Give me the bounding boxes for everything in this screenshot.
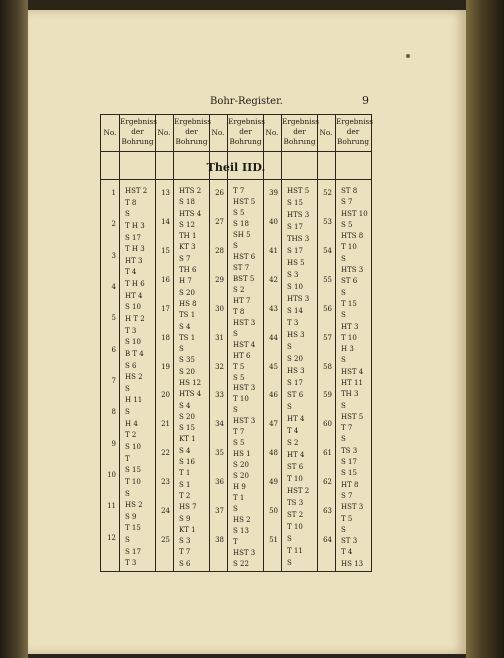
result-entry: HS 12 <box>179 379 202 387</box>
column-rule <box>335 115 336 571</box>
row-number: 36 <box>215 478 224 487</box>
result-entry: S <box>341 288 346 297</box>
result-entry: HS 3 <box>287 331 305 339</box>
register-table <box>100 114 372 572</box>
result-entry: S 22 <box>233 560 249 569</box>
ergebnis-header-4: Ergebniss der Bohrung <box>282 117 319 146</box>
result-entry: H 11 <box>125 396 143 405</box>
result-entry: S 18 <box>179 198 195 207</box>
result-entry: S 12 <box>179 220 195 229</box>
row-number: 58 <box>323 362 332 371</box>
section-title: Theil IID. <box>206 161 266 174</box>
result-entry: T 10 <box>341 243 357 252</box>
result-entry: HTS 3 <box>287 211 310 219</box>
result-entry: S 4 <box>179 322 191 331</box>
result-entry: HT 11 <box>341 379 363 387</box>
no-header-1: No. <box>103 128 117 137</box>
row-number: 56 <box>323 304 332 313</box>
result-entry: HS 7 <box>179 503 197 512</box>
row-number: 41 <box>269 246 278 255</box>
result-entry: S 15 <box>179 424 195 433</box>
result-entry: T 3 <box>125 326 137 335</box>
result-entry: S <box>125 489 130 498</box>
result-entry: S <box>125 210 130 219</box>
result-entry: T 1 <box>233 494 245 503</box>
result-entry: S <box>341 311 346 320</box>
result-entry: HST 3 <box>233 549 256 558</box>
row-number: 2 <box>111 220 116 229</box>
book-spine <box>0 0 28 658</box>
row-number: 28 <box>215 246 224 255</box>
result-entry: S 9 <box>179 514 191 523</box>
result-entry: T 11 <box>287 547 303 555</box>
result-entry: HS 2 <box>125 373 143 382</box>
result-entry: S 13 <box>233 527 249 536</box>
no-header-4: No. <box>265 128 279 137</box>
result-entry: T 15 <box>125 524 141 533</box>
row-number: 40 <box>269 217 278 226</box>
result-entry: HST 5 <box>233 197 256 206</box>
result-entry: T 5 <box>341 514 353 523</box>
result-entry: ST 2 <box>287 511 304 519</box>
result-entry: BST 5 <box>233 274 255 283</box>
result-entry: S <box>287 559 292 567</box>
result-entry: KT 1 <box>179 435 196 444</box>
row-number: 35 <box>215 449 224 458</box>
result-entry: H 9 <box>233 483 246 492</box>
result-entry: T H 3 <box>125 245 145 254</box>
no-header-3: No. <box>211 128 225 137</box>
result-entry: HST 4 <box>233 340 256 349</box>
result-entry: S 10 <box>125 303 141 312</box>
result-entry: S 1 <box>179 480 191 489</box>
row-number: 9 <box>111 439 116 448</box>
result-entry: T 10 <box>125 477 141 486</box>
result-entry: S 3 <box>179 537 191 546</box>
result-entry: S 3 <box>287 271 299 279</box>
row-number: 29 <box>215 275 224 284</box>
result-entry: ST 3 <box>341 537 358 546</box>
result-entry: HT 3 <box>125 256 143 265</box>
result-entry: S 10 <box>125 443 141 451</box>
result-entry: HT 4 <box>287 451 305 459</box>
result-entry: S 17 <box>125 233 141 242</box>
result-entry: S <box>341 525 346 534</box>
result-entry: ST 6 <box>287 391 304 399</box>
row-number: 14 <box>161 217 170 226</box>
row-number: 44 <box>269 333 278 342</box>
ergebnis-header-2: Ergebniss der Bohrung <box>174 117 211 146</box>
result-entry: T 15 <box>341 299 357 308</box>
result-entry: T 3 <box>287 319 299 327</box>
result-entry: T 7 <box>179 548 191 557</box>
result-entry: HS 2 <box>233 516 251 525</box>
result-entry: S 17 <box>287 223 303 231</box>
row-number: 46 <box>269 391 278 400</box>
result-entry: TH 3 <box>341 390 359 399</box>
result-entry: T 7 <box>233 187 245 195</box>
result-entry: HST 3 <box>341 503 364 512</box>
result-entry: HS 3 <box>287 367 305 375</box>
result-entry: KT 3 <box>179 243 196 252</box>
row-number: 30 <box>215 304 224 313</box>
result-entry: HST 3 <box>233 384 256 393</box>
result-entry: S 20 <box>179 412 195 421</box>
result-entry: T 4 <box>341 548 353 557</box>
row-number: 57 <box>323 333 332 342</box>
result-entry: S <box>233 241 238 250</box>
result-entry: HTS 4 <box>179 390 202 399</box>
result-entry: T 10 <box>287 475 303 483</box>
result-entry: TS 1 <box>179 311 196 320</box>
row-number: 10 <box>107 471 116 479</box>
row-number: 49 <box>269 478 278 487</box>
row-number: 64 <box>323 536 332 545</box>
row-number: 6 <box>111 345 116 354</box>
row-number: 5 <box>111 314 116 323</box>
result-entry: ST 6 <box>341 277 358 286</box>
result-entry: H 4 <box>125 419 138 428</box>
row-number: 59 <box>323 391 332 400</box>
result-entry: S 16 <box>179 458 195 467</box>
result-entry: S 17 <box>287 379 303 387</box>
result-entry: S 2 <box>287 439 299 447</box>
result-entry: S <box>341 401 346 410</box>
row-number: 62 <box>323 478 332 487</box>
page-number: 9 <box>362 94 369 107</box>
result-entry: ST 6 <box>287 463 304 471</box>
result-entry: HTS 8 <box>341 232 364 241</box>
result-entry: HS 2 <box>125 501 143 510</box>
row-number: 27 <box>215 217 224 226</box>
result-entry: HST 3 <box>233 318 256 327</box>
result-entry: HST 4 <box>341 367 364 376</box>
result-entry: HST 2 <box>125 187 148 195</box>
result-entry: ST 8 <box>341 187 358 195</box>
result-entry: S 20 <box>287 355 303 363</box>
row-number: 32 <box>215 362 224 371</box>
result-entry: S 5 <box>341 220 353 229</box>
result-entry: HST 5 <box>341 412 364 421</box>
ergebnis-header-5: Ergebniss der Bohrung <box>336 117 373 146</box>
result-entry: HST 5 <box>287 187 310 195</box>
result-entry: TH 1 <box>179 232 197 241</box>
row-number: 43 <box>269 304 278 313</box>
row-number: 15 <box>161 246 170 255</box>
row-number: 53 <box>323 217 332 226</box>
page-edge <box>466 0 504 658</box>
result-entry: S 15 <box>287 199 303 207</box>
no-header-5: No. <box>319 128 333 137</box>
result-entry: HS 1 <box>233 450 251 459</box>
result-entry: S 7 <box>341 491 353 500</box>
result-entry: S <box>233 505 238 514</box>
row-number: 4 <box>111 283 116 291</box>
result-entry: TS 3 <box>287 499 304 507</box>
column-rule <box>263 115 264 571</box>
result-entry: T 4 <box>125 268 137 277</box>
running-header: Bohr-Register. <box>210 96 283 107</box>
result-entry: S 9 <box>125 512 137 521</box>
result-entry: HST 3 <box>233 417 256 426</box>
result-entry: S 4 <box>179 446 191 455</box>
row-number: 50 <box>269 507 278 516</box>
result-entry: S 7 <box>341 198 353 207</box>
row-number: 3 <box>111 251 116 260</box>
result-entry: T H 3 <box>125 221 145 230</box>
result-entry: H 7 <box>179 277 192 286</box>
result-entry: S 5 <box>233 373 245 382</box>
result-entry: HT 4 <box>125 291 143 300</box>
row-number: 47 <box>269 420 278 429</box>
result-entry: SH 5 <box>233 230 251 239</box>
result-entry: S 17 <box>341 458 357 467</box>
row-number: 11 <box>107 502 116 511</box>
row-number: 31 <box>215 333 224 342</box>
result-entry: KT 1 <box>179 525 196 534</box>
row-number: 23 <box>161 478 170 487</box>
result-entry: T 7 <box>233 428 245 437</box>
result-entry: S 10 <box>125 338 141 347</box>
ergebnis-header-1: Ergebniss der Bohrung <box>120 117 157 146</box>
result-entry: S 4 <box>179 401 191 410</box>
result-entry: HT 3 <box>341 322 359 331</box>
row-number: 21 <box>161 420 170 429</box>
result-entry: S <box>233 329 238 338</box>
result-entry: S 7 <box>179 254 191 263</box>
row-number: 60 <box>323 420 332 429</box>
row-number: 25 <box>161 536 170 545</box>
result-entry: T 1 <box>179 469 191 478</box>
row-number: 37 <box>215 507 224 516</box>
result-entry: S 20 <box>179 367 195 376</box>
result-entry: HTS 3 <box>341 266 364 275</box>
result-entry: HS 13 <box>341 559 364 568</box>
row-number: 34 <box>215 420 224 429</box>
result-entry: T 5 <box>233 362 245 371</box>
result-entry: S 5 <box>233 439 245 448</box>
result-entry: T H 6 <box>125 280 145 289</box>
result-entry: S <box>233 406 238 415</box>
result-entry: HTS 3 <box>287 295 310 303</box>
result-entry: ST 7 <box>233 263 250 272</box>
result-entry: TS 1 <box>179 333 196 342</box>
row-number: 17 <box>161 304 170 313</box>
row-number: 48 <box>269 449 278 458</box>
result-entry: S 5 <box>233 208 245 217</box>
row-number: 1 <box>111 189 116 197</box>
row-number: 19 <box>161 362 170 371</box>
result-entry: S <box>287 343 292 351</box>
result-entry: T 10 <box>233 395 249 404</box>
result-entry: S 14 <box>287 307 303 315</box>
row-number: 39 <box>269 189 278 197</box>
result-entry: S <box>341 435 346 444</box>
result-entry: S 15 <box>341 469 357 478</box>
result-entry: S 6 <box>125 361 137 370</box>
result-entry: HTS 4 <box>179 209 202 218</box>
row-number: 24 <box>161 507 170 516</box>
result-entry: B T 4 <box>125 349 144 358</box>
section-rule <box>101 179 371 180</box>
column-rule <box>317 115 318 571</box>
result-entry: S <box>341 356 346 365</box>
result-entry: T 10 <box>341 333 357 342</box>
result-entry: T <box>125 454 130 463</box>
result-entry: T <box>233 538 238 547</box>
column-rule <box>281 115 282 571</box>
column-rule <box>119 115 120 571</box>
result-entry: H T 2 <box>125 315 145 323</box>
row-number: 51 <box>269 536 278 545</box>
result-entry: HTS 2 <box>179 187 202 195</box>
result-entry: T 7 <box>341 424 353 433</box>
row-number: 33 <box>215 391 224 400</box>
result-entry: S 6 <box>179 559 191 568</box>
result-entry: T 8 <box>233 307 245 316</box>
result-entry: S <box>287 403 292 411</box>
row-number: 63 <box>323 507 332 516</box>
result-entry: S 17 <box>287 247 303 255</box>
result-entry: S 2 <box>233 285 245 294</box>
row-number: 26 <box>215 189 224 197</box>
result-entry: S <box>287 535 292 543</box>
row-number: 13 <box>161 189 170 197</box>
row-number: 7 <box>111 377 116 385</box>
result-entry: S 15 <box>125 466 141 475</box>
paper-spot <box>406 54 410 58</box>
result-entry: T 8 <box>125 198 137 207</box>
column-rule <box>155 115 156 571</box>
row-number: 45 <box>269 362 278 371</box>
row-number: 16 <box>161 275 170 284</box>
row-number: 55 <box>323 275 332 284</box>
row-number: 12 <box>107 533 116 542</box>
result-entry: S <box>341 254 346 263</box>
result-entry: TH 6 <box>179 266 197 275</box>
result-entry: HST 10 <box>341 209 368 218</box>
column-rule <box>227 115 228 571</box>
result-entry: S 20 <box>233 472 249 481</box>
row-number: 61 <box>323 449 332 458</box>
result-entry: HT 4 <box>287 415 305 423</box>
no-header-2: No. <box>157 128 171 137</box>
result-entry: S 20 <box>179 288 195 297</box>
result-entry: S <box>125 384 130 393</box>
result-entry: HT 7 <box>233 296 251 305</box>
result-entry: HST 6 <box>233 252 256 261</box>
result-entry: HS 5 <box>287 259 305 267</box>
row-number: 18 <box>161 333 170 342</box>
row-number: 52 <box>323 189 332 197</box>
result-entry: T 2 <box>125 431 137 440</box>
result-entry: HS 8 <box>179 299 197 308</box>
result-entry: S 20 <box>233 461 249 470</box>
result-entry: S <box>179 345 184 354</box>
row-number: 54 <box>323 246 332 255</box>
row-number: 22 <box>161 449 170 458</box>
result-entry: TS 3 <box>341 446 358 455</box>
result-entry: S <box>125 536 130 545</box>
result-entry: T 2 <box>179 491 191 500</box>
row-number: 42 <box>269 275 278 284</box>
result-entry: HST 2 <box>287 487 310 495</box>
column-rule <box>209 115 210 571</box>
result-entry: T 4 <box>287 427 299 435</box>
result-entry: T 3 <box>125 559 137 568</box>
row-number: 20 <box>161 391 170 400</box>
result-entry: S 35 <box>179 356 195 365</box>
result-entry: THS 3 <box>287 235 310 243</box>
result-entry: S <box>125 408 130 417</box>
result-entry: T 10 <box>287 523 303 531</box>
result-entry: HT 6 <box>233 351 251 360</box>
ergebnis-header-3: Ergebniss der Bohrung <box>228 117 265 146</box>
result-entry: S 17 <box>125 547 141 556</box>
result-entry: HT 8 <box>341 480 359 489</box>
result-entry: S 18 <box>233 219 249 228</box>
row-number: 8 <box>111 408 116 417</box>
result-entry: H 3 <box>341 345 354 354</box>
result-entry: S 10 <box>287 283 303 291</box>
column-rule <box>173 115 174 571</box>
row-number: 38 <box>215 536 224 545</box>
